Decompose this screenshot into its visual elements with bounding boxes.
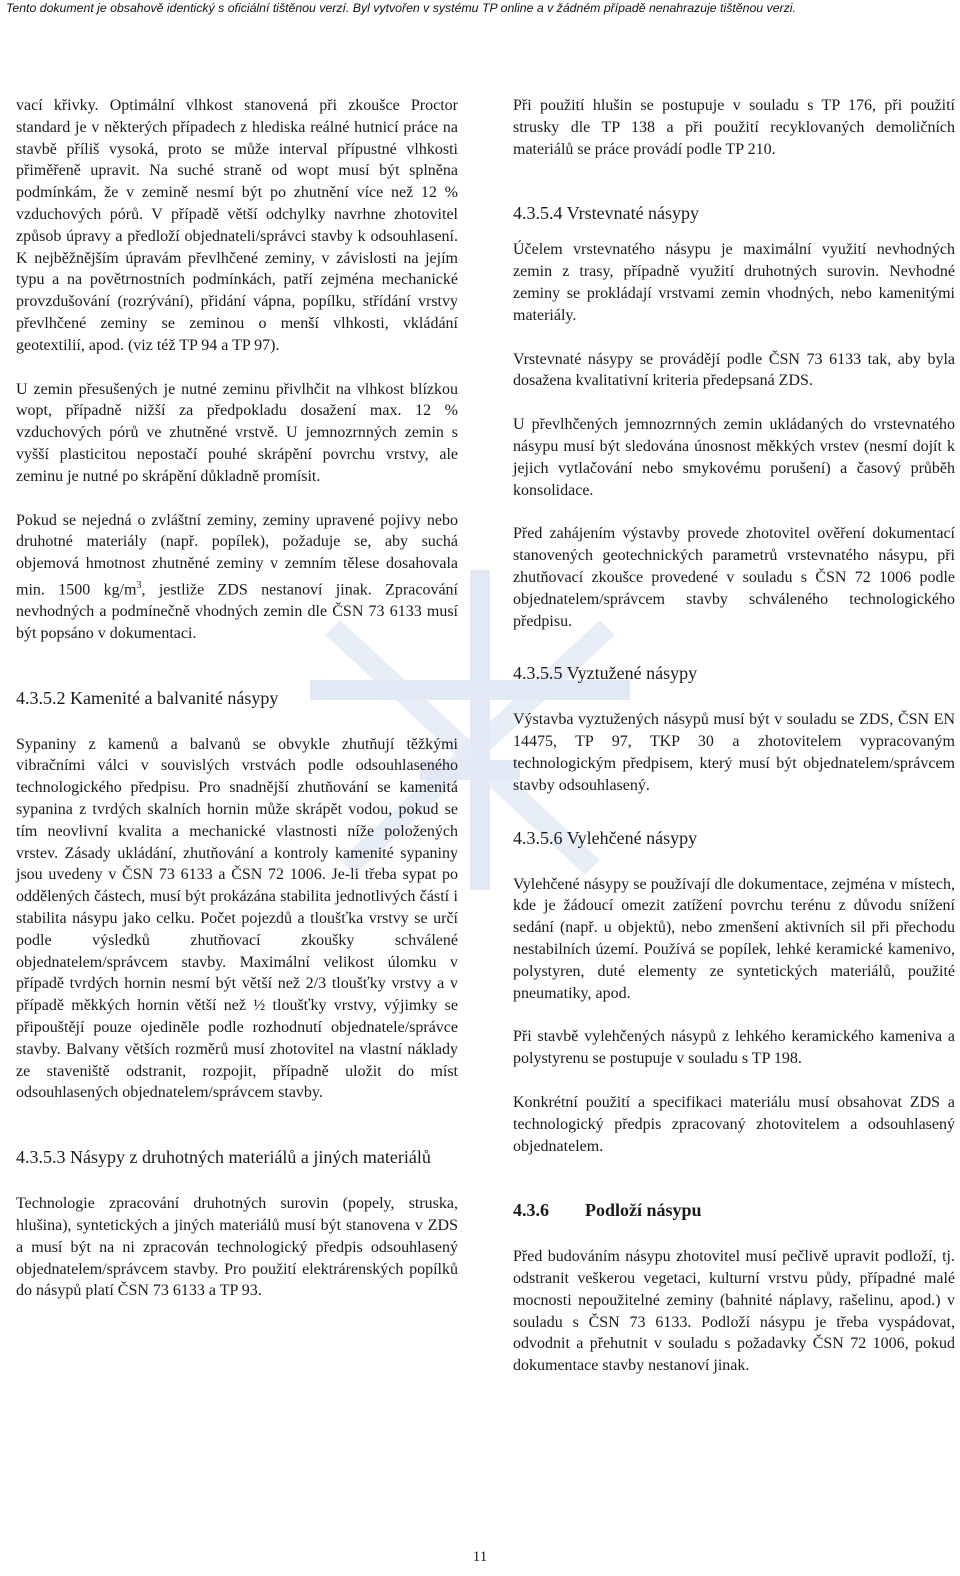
paragraph: Při použití hlušin se postupuje v souladu s TP 176, při použití strusky dle TP 138 a při použití recyklovaných demoličních materiálů se práce provádí podle TP 210. <box>513 97 955 158</box>
document-disclaimer: Tento dokument je obsahově identický s oficiální tištěnou verzí. Byl vytvořen v systému TP online a v žádném případě nenahrazuje tištěnou verzi. <box>6 1 796 15</box>
page-number: 11 <box>472 1549 488 1565</box>
paragraph: U zemin přesušených je nutné zeminu přivlhčit na vlhkost blízkou wopt, případně nižší za předpokladu dosažení max. 12 % vzduchových pórů ve zhutněné vrstvě. U jemnozrnných zemin s vyšší plasticitou nepostačí pouhé skrápění povrchu vrstvy, ale zeminu je nutné po skrápění důkladně promísit. <box>16 380 458 485</box>
right-column <box>513 95 955 1389</box>
section-number: 4.3.6 <box>513 1200 549 1221</box>
section-heading-4354: 4.3.5.4 Vrstevnaté násypy <box>513 203 700 224</box>
paragraph: vací křivky. Optimální vlhkost stanovená při zkoušce Proctor standard je v některých případech z hlediska reálné hutnicí práce na stavbě příliš vysoká, proto se může interval přípustné vlhkosti přiměřeně upravit. Na suché straně od wopt musí být splněna podmínkám, že v zemině nesmí být po zhutnění více než 12 % vzduchových pórů. V případě větší odchylky navrhne zhotovitel způsob úpravy a předloží objednateli/správci stavby k odsouhlasení. K nejběžnějším úpravám převlhčené zeminy, v závislosti na jejím typu a na povětrnostních podmínkách, patří zejména mechanické provzdušování (rozrývání), přidání vápna, popílku, střídání vrstvy převlhčené zeminy se zeminou o menší vlhkosti, vkládání geotextilií, apod. (viz též TP 94 a TP 97). <box>16 97 458 354</box>
section-heading-4355: 4.3.5.5 Vyztužené násypy <box>513 663 698 684</box>
section-heading-4356: 4.3.5.6 Vylehčené násypy <box>513 827 698 848</box>
paragraph-text: Pokud se nejedná o zvláštní zeminy, zeminy upravené pojivy nebo druhotné materiály (např. popílek), požaduje se, aby suchá objemová hmotnost zhutněné zeminy v zemním tělese dosahovala min. 1500 kg/m <box>16 511 458 599</box>
paragraph-text: , jestliže ZDS nestanoví jinak. Zpracování nevhodných a podmínečně vhodných zemin dle ČSN 73 6133 musí být popsáno v dokumentaci. <box>16 581 458 642</box>
paragraph: Technologie zpracování druhotných surovin (popely, struska, hlušina), syntetických a jiných materiálů musí být stanovena v ZDS a musí být na ni zpracován technologický předpis odsouhlasený objednatelem/správcem stavby. Pro použití elektrárenských popílků do násypů platí ČSN 73 6133 a TP 93. <box>16 1195 458 1300</box>
paragraph: Při stavbě vylehčených násypů z lehkého keramického kameniva a polystyrenu se postupuje v souladu s TP 198. <box>513 1028 955 1068</box>
paragraph: Vylehčené násypy se používají dle dokumentace, zejména v místech, kde je žádoucí omezit zatížení povrchu terénu z důvodu snížení sedání (např. u objektů), nebo zmenšení aktivních sil při přechodu nestabilních území. Používá se popílek, lehké keramické kamenivo, polystyren, duté elementy ze syntetických materiálů, použité pneumatiky, apod. <box>513 875 955 1002</box>
paragraph: Konkrétní použití a specifikaci materiálu musí obsahovat ZDS a technologický předpis zpracovaný zhotovitelem a odsouhlasený objednatelem. <box>513 1093 955 1155</box>
paragraph: Před budováním násypu zhotovitel musí pečlivě upravit podloží, tj. odstranit veškerou vegetaci, kulturní vrstvu půdy, případné malé mocnosti nepoužitelné zeminy (bahnité náplavy, rašelinu, apod.) v souladu s ČSN 73 6133. Podloží násypu je třeba vyspádovat, odvodnit a přehutnit v souladu s požadavky ČSN 72 1006, pokud dokumentace stavby nestanoví jinak. <box>513 1248 955 1375</box>
paragraph: Sypaniny z kamenů a balvanů se obvykle zhutňují těžkými vibračními válci v souvislých vrstvách podle odsouhlaseného technologického předpisu. Pro snadnější zhutňování se kamenitá sypanina z tvrdých skalních hornin může skrápět vodou, pokud se tím neovlivní kvalita a mechanické vlastnosti níže položených vrstev. Zásady ukládání, zhutňování a kontroly kamenité sypaniny jsou uvedeny v ČSN 73 6133 a ČSN 72 1006. Je-li třeba sypat po oddělených částech, musí být prokázána stabilita jednotlivých částí i stabilita násypu jako celku. Počet pojezdů a tloušťka vrstvy se určí podle výsledků zhutňovací zkoušky schválené objednatelem/správcem stavby. Maximální velikost úlomku v případě tvrdých hornin nesmí být větší než 2/3 tloušťky vrstvy a v případě měkkých hornin větší než ½ tloušťky vrstvy, výjimky se připouštějí pouze ojediněle podle rozhodnutí objednatele/správce stavby. Balvany větších rozměrů musí zhotovitel na vlastní náklady ze staveniště odstranit, rozpojit, případně uložit do míst odsouhlasených objednatelem/správcem stavby. <box>16 735 458 1102</box>
section-heading-436 <box>513 1199 955 1222</box>
paragraph: Před zahájením výstavby provede zhotovitel ověření dokumentací stanovených geotechnických parametrů vrstevnatého násypu, při zhutňovací zkoušce provedené v souladu s ČSN 72 1006 podle objednatelem/správcem stavby schváleného technologického předpisu. <box>513 525 955 630</box>
section-heading-4352: 4.3.5.2 Kamenité a balvanité násypy <box>16 687 279 708</box>
paragraph: U převlhčených jemnozrnných zemin ukládaných do vrstevnatého násypu musí být sledována únosnost měkkých vrstev (nesmí dojít k jejich vytlačování nebo smykovému porušení) a časový průběh konsolidace. <box>513 416 955 499</box>
left-column <box>16 95 458 1314</box>
paragraph: Vrstevnaté násypy se provádějí podle ČSN 73 6133 tak, aby byla dosažena kvalitativní kriteria předepsaná ZDS. <box>513 350 955 390</box>
paragraph: Účelem vrstevnatého násypu je maximální využití nevhodných zemin z trasy, případně využití druhotných surovin. Nevhodné zeminy se prokládají vrstvami zemin vhodných, nebo kamenitými materiály. <box>513 241 955 324</box>
section-title: Podloží násypu <box>585 1200 702 1221</box>
section-heading-4353: 4.3.5.3 Násypy z druhotných materiálů a jiných materiálů <box>16 1147 431 1168</box>
paragraph: Výstavba vyztužených násypů musí být v souladu se ZDS, ČSN EN 14475, TP 97, TKP 30 a zhotovitelem vypracovaným technologickým předpisem, který musí být objednatelem/správcem stavby odsouhlasený. <box>513 711 955 794</box>
superscript: 3 <box>136 579 142 591</box>
paragraph <box>16 510 458 645</box>
